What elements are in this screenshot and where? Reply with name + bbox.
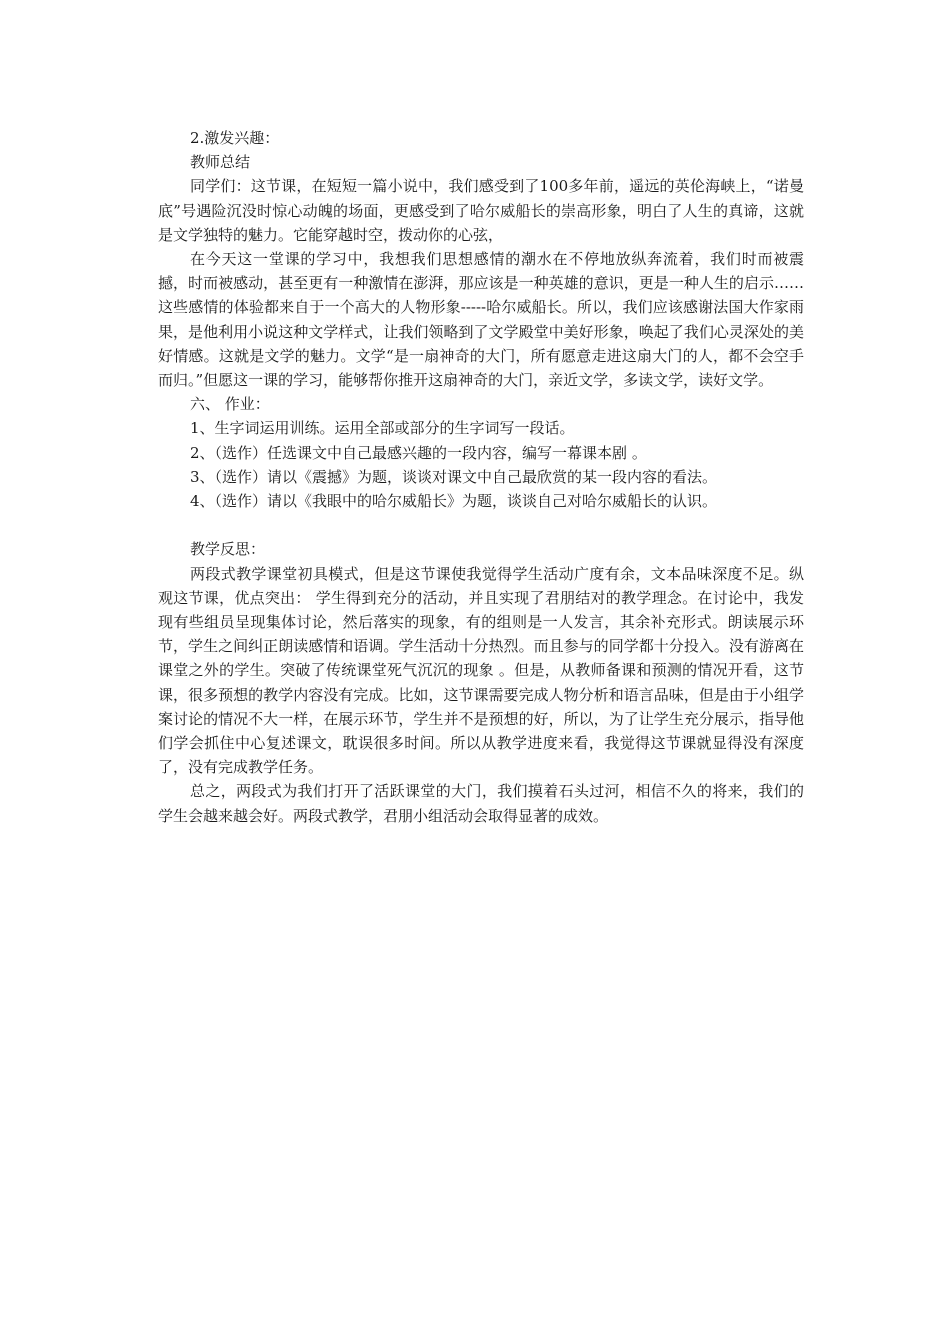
homework-item: 2、（选作）任选课文中自己最感兴趣的一段内容，编写一幕课本剧 。: [190, 443, 647, 462]
homework-item: 3、（选作）请以《震撼》为题，谈谈对课文中自己最欣赏的某一段内容的看法。: [190, 467, 718, 486]
reflection-heading: 教学反思：: [190, 540, 266, 559]
summary-paragraph-2: 在今天这一堂课的学习中，我想我们思想感情的潮水在不停地放纵奔流着，我们时而被震撼，时而被感动，甚至更有一种激情在澎湃，那应该是一种英雄的意识，更是一种人生的启示……这些感情的体验都来自于一个高大的人物形象-----哈尔威船长。所以，我们应该感谢法国大作家雨果，是他利用小说这种文学样式，让我们领略到了文学殿堂中美好形象，唤起了我们心灵深处的美好情感。这就是文学的魅力。文学“是一扇神奇的大门，所有愿意走进这扇大门的人，都不会空手而归。”但愿这一课的学习，能够帮你推开这扇神奇的大门，亲近文学，多读文学，读好文学。: [158, 250, 804, 390]
homework-item: 4、（选作）请以《我眼中的哈尔威船长》为题，谈谈自己对哈尔威船长的认识。: [190, 492, 718, 511]
homework-heading: 六、 作业：: [190, 395, 270, 414]
summary-paragraph-1: 同学们：这节课，在短短一篇小说中，我们感受到了100多年前，遥远的英伦海峡上，“诺曼底”号遇险沉没时惊心动魄的场面，更感受到了哈尔威船长的崇高形象，明白了人生的真谛，这就是文学独特的魅力。它能穿越时空，拨动你的心弦，: [158, 177, 804, 244]
homework-item: 1、生字词运用训练。运用全部或部分的生字词写一段话。: [190, 419, 575, 438]
section-heading-interest: 2.激发兴趣：: [190, 129, 280, 147]
reflection-paragraph-1: 两段式教学课堂初具模式，但是这节课使我觉得学生活动广度有余，文本品味深度不足。纵观这节课，优点突出： 学生得到充分的活动，并且实现了君朋结对的教学理念。在讨论中，我发现有些组员呈现集体讨论，然后落实的现象，有的组则是一人发言，其余补充形式。朗读展示环节，学生之间纠正朗读感情和语调。学生活动十分热烈。而且参与的同学都十分投入。没有游离在课堂之外的学生。突破了传统课堂死气沉沉的现象 。但是，从教师备课和预测的情况开看，这节课，很多预想的教学内容没有完成。比如，这节课需要完成人物分析和语言品味，但是由于小组学案讨论的情况不大一样，在展示环节，学生并不是预想的好，所以，为了让学生充分展示，指导他们学会抓住中心复述课文，耽误很多时间。所以从教学进度来看，我觉得这节课就显得没有深度了，没有完成教学任务。: [158, 564, 804, 777]
reflection-paragraph-2: 总之，两段式为我们打开了活跃课堂的大门，我们摸着石头过河，相信不久的将来，我们的学生会越来越会好。两段式教学，君朋小组活动会取得显著的成效。: [158, 782, 804, 825]
teacher-summary-heading: 教师总结: [190, 153, 251, 172]
blank-line: [158, 513, 804, 537]
document-body: [158, 126, 804, 828]
